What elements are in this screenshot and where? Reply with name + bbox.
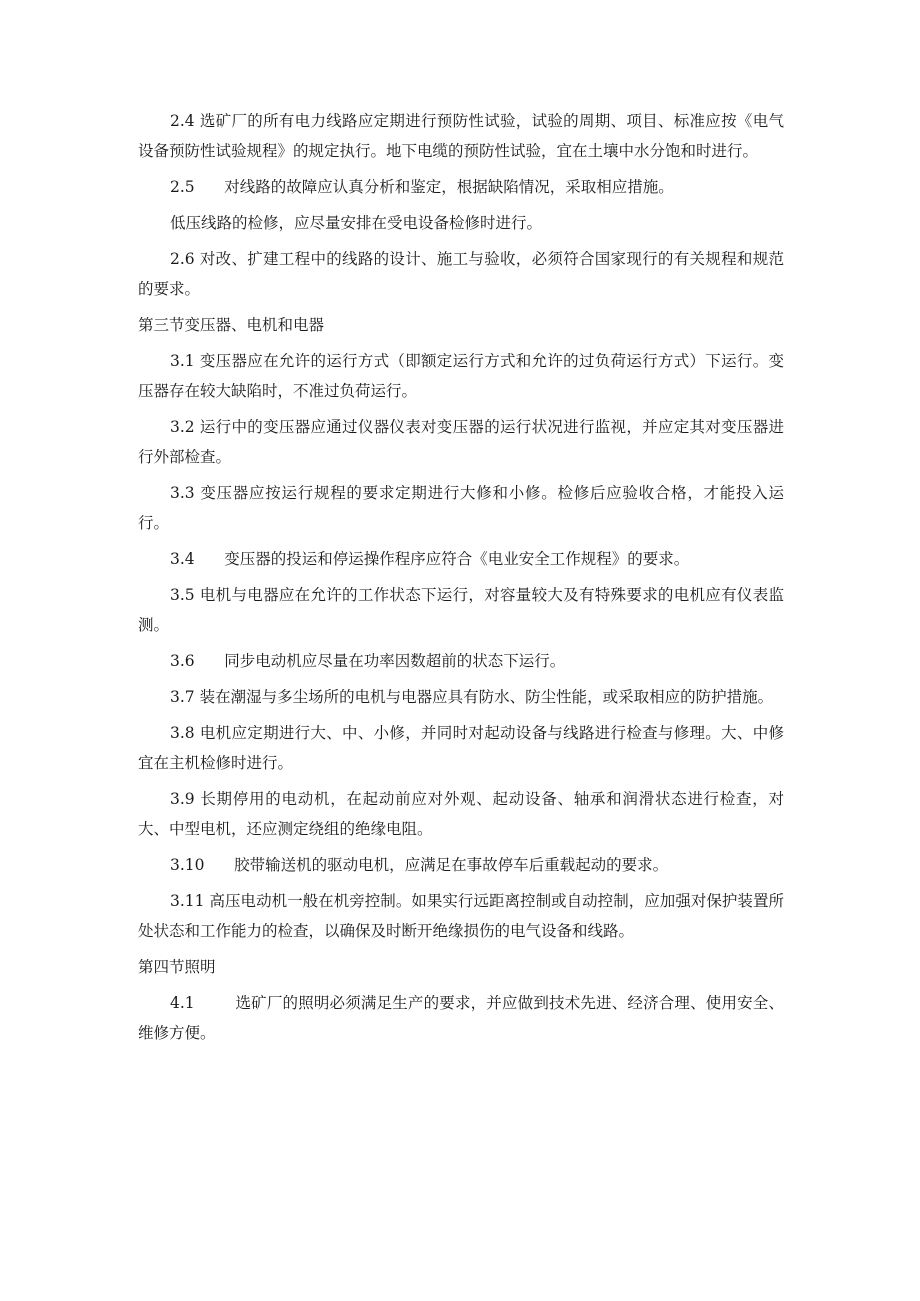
clause-text: 长期停用的电动机，在起动前应对外观、起动设备、轴承和润滑状态进行检查，对大、中型电机，还应测定绕组的绝缘电阻。 [138, 790, 784, 838]
clause-number: 3.5 [170, 586, 195, 604]
clause-number: 4.1 [170, 994, 195, 1012]
clause-number: 3.10 [170, 856, 205, 874]
clause-number: 2.6 [170, 250, 195, 268]
clause-text: 变压器应在允许的运行方式（即额定运行方式和允许的过负荷运行方式）下运行。变压器存在较大缺陷时，不准过负荷运行。 [138, 352, 784, 400]
clause-text: 电机应定期进行大、中、小修，并同时对起动设备与线路进行检查与修理。大、中修宜在主机检修时进行。 [138, 724, 784, 772]
clause-paragraph [138, 106, 784, 166]
clause-paragraph [138, 850, 784, 880]
clause-paragraph [138, 478, 784, 538]
clause-text: 对改、扩建工程中的线路的设计、施工与验收，必须符合国家现行的有关规程和规范的要求。 [138, 250, 784, 298]
clause-separator [205, 856, 235, 874]
clause-number: 3.8 [170, 724, 195, 742]
clause-separator [195, 550, 225, 568]
clause-number: 3.2 [170, 418, 195, 436]
clause-paragraph [138, 646, 784, 676]
clause-text: 变压器应按运行规程的要求定期进行大修和小修。检修后应验收合格，才能投入运行。 [138, 484, 784, 532]
clause-number: 3.6 [170, 652, 195, 670]
clause-number: 3.9 [170, 790, 195, 808]
section-heading: 第三节变压器、电机和电器 [138, 316, 325, 334]
clause-paragraph [138, 580, 784, 640]
document-body [138, 106, 784, 1054]
clause-separator [195, 994, 236, 1012]
clause-number: 3.7 [170, 688, 195, 706]
clause-number: 3.3 [170, 484, 195, 502]
clause-text: 对线路的故障应认真分析和鉴定，根据缺陷情况，采取相应措施。 [224, 178, 674, 196]
clause-paragraph [138, 718, 784, 778]
clause-text: 运行中的变压器应通过仪器仪表对变压器的运行状况进行监视，并应定其对变压器进行外部检查。 [138, 418, 784, 466]
clause-paragraph [138, 172, 784, 202]
clause-paragraph [138, 244, 784, 304]
clause-text: 低压线路的检修，应尽量安排在受电设备检修时进行。 [170, 214, 543, 232]
clause-paragraph [138, 784, 784, 844]
clause-text: 胶带输送机的驱动电机，应满足在事故停车后重载起动的要求。 [234, 856, 669, 874]
clause-paragraph [138, 544, 784, 574]
clause-number: 2.5 [170, 178, 195, 196]
clause-text: 选矿厂的照明必须满足生产的要求，并应做到技术先进、经济合理、使用安全、维修方便。 [138, 994, 784, 1042]
clause-text: 变压器的投运和停运操作程序应符合《电业安全工作规程》的要求。 [224, 550, 690, 568]
clause-paragraph [138, 346, 784, 406]
clause-separator [195, 652, 225, 670]
clause-paragraph [138, 208, 784, 238]
clause-text: 高压电动机一般在机旁控制。如果实行远距离控制或自动控制，应加强对保护装置所处状态和工作能力的检查，以确保及时断开绝缘损伤的电气设备和线路。 [138, 892, 784, 940]
clause-text: 选矿厂的所有电力线路应定期进行预防性试验，试验的周期、项目、标准应按《电气设备预防性试验规程》的规定执行。地下电缆的预防性试验，宜在土壤中水分饱和时进行。 [138, 112, 784, 160]
clause-text: 电机与电器应在允许的工作状态下运行，对容量较大及有特殊要求的电机应有仪表监测。 [138, 586, 784, 634]
section-heading: 第四节照明 [138, 958, 216, 976]
clause-text: 同步电动机应尽量在功率因数超前的状态下运行。 [224, 652, 566, 670]
clause-paragraph [138, 682, 784, 712]
clause-text: 装在潮湿与多尘场所的电机与电器应具有防水、防尘性能，或采取相应的防护措施。 [199, 688, 774, 706]
clause-number: 3.4 [170, 550, 195, 568]
clause-number: 3.11 [170, 892, 205, 910]
clause-paragraph [138, 412, 784, 472]
clause-separator [195, 178, 225, 196]
clause-number: 3.1 [170, 352, 195, 370]
clause-paragraph [138, 988, 784, 1048]
clause-paragraph [138, 886, 784, 946]
clause-number: 2.4 [170, 112, 195, 130]
